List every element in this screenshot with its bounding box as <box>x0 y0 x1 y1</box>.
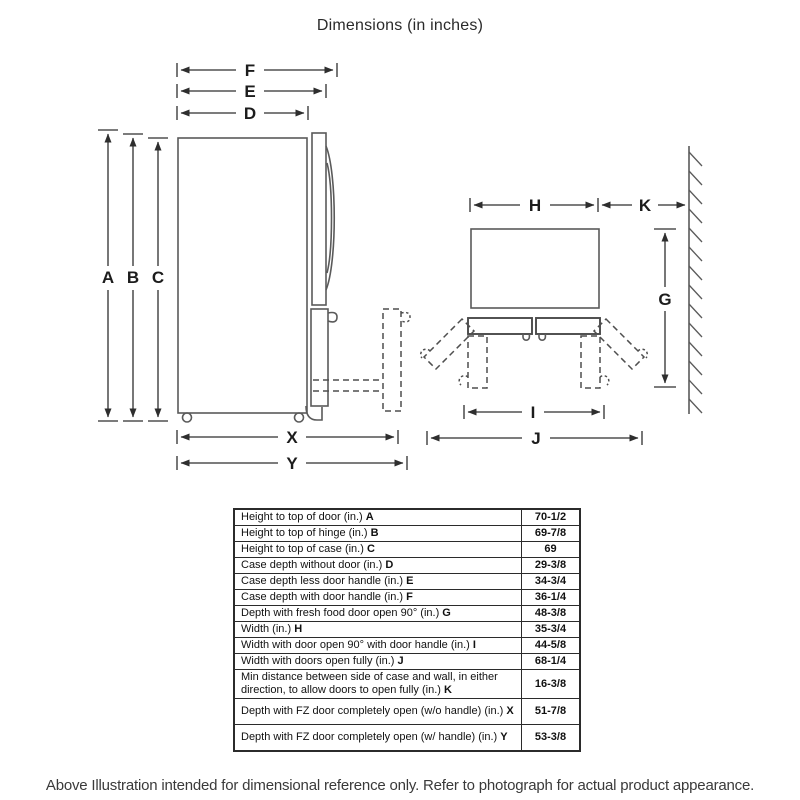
table-row <box>234 725 580 752</box>
dimension-value: 51-7/8 <box>522 699 581 725</box>
dimension-description: Depth with fresh food door open 90° (in.) <box>241 607 443 619</box>
table-row <box>234 558 580 574</box>
table-row <box>234 654 580 670</box>
table-row <box>234 606 580 622</box>
dim-label-H: H <box>528 196 542 215</box>
table-row <box>234 542 580 558</box>
dim-label-C: C <box>151 268 165 287</box>
dimension-description: Case depth with door handle (in.) <box>241 591 407 603</box>
dim-A <box>98 130 118 421</box>
table-row <box>234 622 580 638</box>
dimension-value: 53-3/8 <box>522 725 581 752</box>
right-door-top <box>536 318 600 334</box>
dim-label-E: E <box>244 82 256 101</box>
dim-G <box>654 229 676 387</box>
dimension-value: 16-3/8 <box>522 670 581 699</box>
table-row <box>234 526 580 542</box>
right-door-open-full-dashed <box>594 319 647 369</box>
disclaimer-text: Above Illustration intended for dimensional reference only. Refer to photograph for actual product appearance. <box>45 777 755 794</box>
dimension-code: F <box>406 591 413 603</box>
table-row <box>234 670 580 699</box>
dimension-description: Height to top of case (in.) <box>241 543 367 555</box>
left-door-open-full-dashed <box>421 319 474 369</box>
left-door-open-90-handle <box>459 376 468 385</box>
dimension-value: 70-1/2 <box>522 509 581 526</box>
dimensions-table-body <box>234 509 580 751</box>
dim-label-X: X <box>286 428 298 447</box>
roller-wheel-front <box>183 413 192 422</box>
dimensions-table <box>233 508 581 752</box>
fridge-top-view <box>421 146 702 414</box>
wall-hatching <box>689 152 702 413</box>
dimension-description: Depth with FZ door completely open (w/o handle) (in.) <box>241 705 507 717</box>
dimension-code: A <box>365 511 374 523</box>
roller-wheel-rear <box>295 413 304 422</box>
dim-label-G: G <box>658 290 672 309</box>
dim-label-K: K <box>638 196 652 215</box>
dim-C <box>148 138 168 421</box>
dimension-value: 34-3/4 <box>522 574 581 590</box>
dimension-value: 29-3/8 <box>522 558 581 574</box>
fresh-food-door-profile <box>312 133 326 305</box>
dim-E <box>177 82 326 101</box>
fridge-case-outline <box>178 138 307 413</box>
dimension-description: Height to top of door (in.) <box>241 511 366 523</box>
dimension-description: Case depth less door handle (in.) <box>241 575 407 587</box>
table-row <box>234 574 580 590</box>
dimension-description: Min distance between side of case and wall, in either direction, to allow doors to open fully (in.) <box>241 671 498 696</box>
dim-label-B: B <box>126 268 140 287</box>
table-row <box>234 699 580 725</box>
dimension-value: 36-1/4 <box>522 590 581 606</box>
dimension-code: H <box>294 623 303 635</box>
dimension-description: Width (in.) <box>241 623 295 635</box>
table-row <box>234 590 580 606</box>
dim-X <box>177 428 398 447</box>
right-door-open-90-dashed <box>581 336 609 388</box>
dimension-description: Case depth without door (in.) <box>241 559 386 571</box>
dimension-description: Depth with FZ door completely open (w/ handle) (in.) <box>241 731 501 743</box>
dimension-value: 35-3/4 <box>522 622 581 638</box>
dimension-code: K <box>444 684 452 696</box>
dim-K <box>602 196 685 215</box>
dim-label-A: A <box>101 268 115 287</box>
dimension-value: 48-3/8 <box>522 606 581 622</box>
dimension-description: Width with doors open fully (in.) <box>241 655 398 667</box>
freezer-drawer-handle <box>328 313 337 322</box>
dimension-code: C <box>366 543 375 555</box>
dimension-code: X <box>506 705 514 717</box>
dim-label-F: F <box>244 61 256 80</box>
dim-I <box>464 403 604 422</box>
dim-label-I: I <box>530 403 536 422</box>
dimension-description: Height to top of hinge (in.) <box>241 527 371 539</box>
freezer-door-open-handle-dashed <box>401 313 410 322</box>
dim-H <box>470 196 598 215</box>
dimension-code: Y <box>500 731 508 743</box>
dim-label-D: D <box>243 104 257 123</box>
dimension-code: I <box>472 639 476 651</box>
right-door-open-90-handle <box>600 376 609 385</box>
door-handle-profile-inner <box>327 163 332 273</box>
dimension-value: 69-7/8 <box>522 526 581 542</box>
left-door-open-90-dashed <box>459 336 487 388</box>
dimension-code: J <box>397 655 404 667</box>
dim-label-Y: Y <box>286 454 298 473</box>
dimension-description: Width with door open 90° with door handle (in.) <box>241 639 473 651</box>
page-title: Dimensions (in inches) <box>316 17 484 34</box>
dim-B <box>123 134 143 421</box>
dim-J <box>427 429 642 448</box>
dimension-value: 69 <box>522 542 581 558</box>
dimension-code: D <box>385 559 394 571</box>
dimension-code: G <box>442 607 451 619</box>
dimension-value: 44-5/8 <box>522 638 581 654</box>
dim-F <box>177 61 337 80</box>
freezer-door-foot <box>306 406 322 420</box>
dim-Y <box>177 454 407 473</box>
dim-label-J: J <box>531 429 541 448</box>
case-top-outline <box>471 229 599 308</box>
dim-D <box>177 104 308 123</box>
dimension-code: B <box>370 527 379 539</box>
fridge-side-view <box>178 133 410 422</box>
table-row <box>234 509 580 526</box>
dimension-code: E <box>406 575 414 587</box>
left-door-top <box>468 318 532 334</box>
table-row <box>234 638 580 654</box>
dimension-value: 68-1/4 <box>522 654 581 670</box>
